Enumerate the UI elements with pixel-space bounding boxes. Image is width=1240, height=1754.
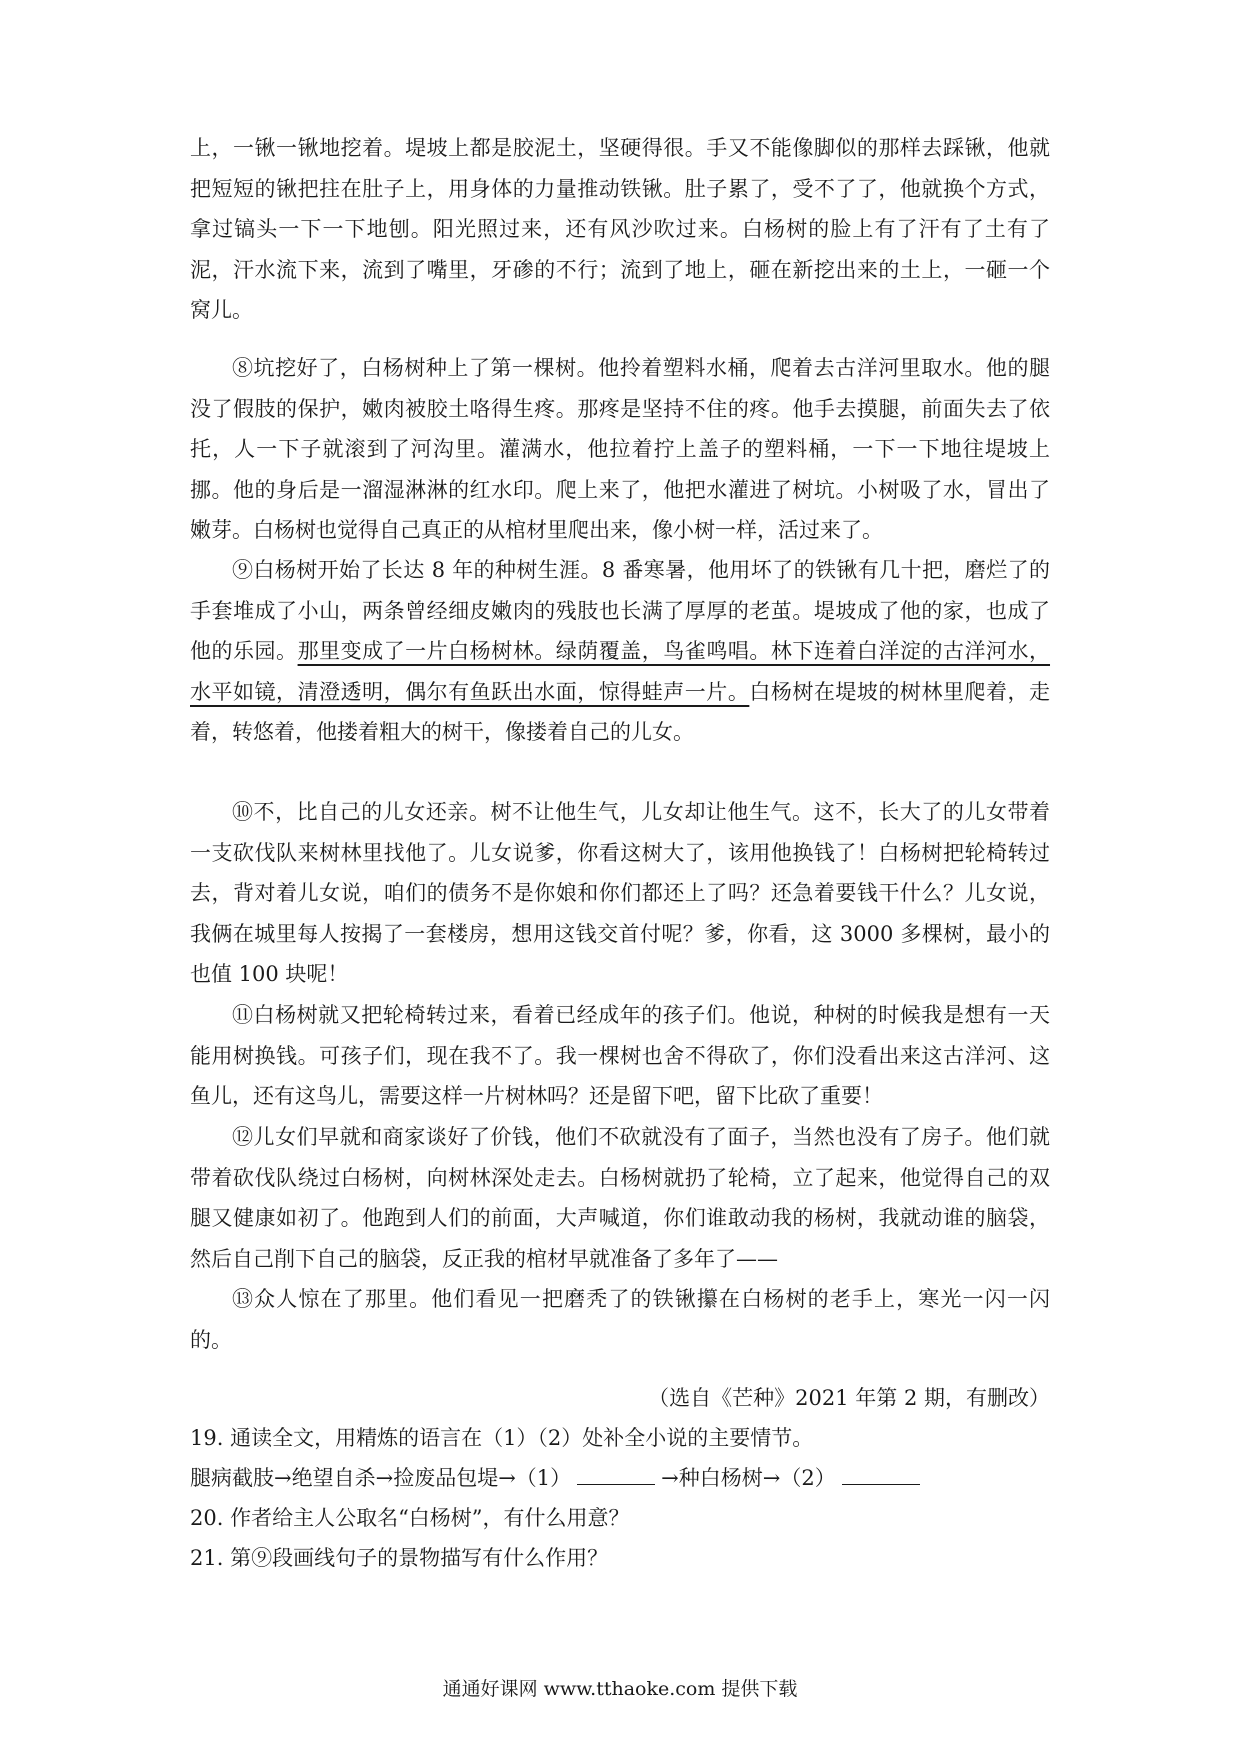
question-20: 20. 作者给主人公取名“白杨树”，有什么用意？ <box>190 1506 630 1530</box>
paragraph-12: ⑫儿女们早就和商家谈好了价钱，他们不砍就没有了面子，当然也没有了房子。他们就带着砍伐队绕过白杨树，向树林深处走去。白杨树就扔了轮椅，立了起来，他觉得自己的双腿又健康如初了。他跑到人们的前面，大声喊道，你们谁敢动我的杨树，我就动谁的脑袋，然后自己削下自己的脑袋，反正我的棺材早就准备了多年了—— <box>190 1125 1050 1271</box>
page-footer: 通通好课网 www.tthaoke.com 提供下载 <box>442 1678 798 1700</box>
source-citation: （选自《芒种》2021 年第 2 期，有删改） <box>648 1386 1050 1410</box>
paragraph-9-underlined-sentence: 那里变成了一片白杨树林。绿荫覆盖，鸟雀鸣唱。林下连着白洋淀的古洋河水，水平如镜，清澄透明，偶尔有鱼跃出水面，惊得蛙声一片。 <box>190 639 1051 704</box>
question-19: 19. 通读全文，用精炼的语言在（1）（2）处补全小说的主要情节。 <box>190 1426 814 1450</box>
plot-flow-part-1: 腿病截肢→绝望自杀→捡废品包堤→（1） <box>190 1466 572 1490</box>
question-21: 21. 第⑨段画线句子的景物描写有什么作用？ <box>190 1546 609 1570</box>
paragraph-10: ⑩不，比自己的儿女还亲。树不让他生气，儿女却让他生气。这不，长大了的儿女带着一支砍伐队来树林里找他了。儿女说爹，你看这树大了，该用他换钱了！白杨树把轮椅转过去，背对着儿女说，咱们的债务不是你娘和你们都还上了吗？还急着要钱干什么？儿女说，我俩在城里每人按揭了一套楼房，想用这钱交首付呢？爹，你看，这 3000 多棵树，最小的也值 100 块呢！ <box>190 800 1050 986</box>
paragraph-9-text-b: 白杨树在堤坡的树林里爬着，走着，转悠着，他搂着粗大的树干，像搂着自己的儿女。 <box>190 679 1051 744</box>
answer-blank-2[interactable] <box>842 1464 920 1485</box>
question-19-plot-flow <box>190 1458 1050 1498</box>
paragraph-13: ⑬众人惊在了那里。他们看见一把磨秃了的铁锹攥在白杨树的老手上，寒光一闪一闪的。 <box>190 1287 1050 1352</box>
paragraph-7-continued: 上，一锹一锹地挖着。堤坡上都是胶泥土，坚硬得很。手又不能像脚似的那样去踩锹，他就把短短的锹把拄在肚子上，用身体的力量推动铁锹。肚子累了，受不了了，他就换个方式，拿过镐头一下一下地刨。阳光照过来，还有风沙吹过来。白杨树的脸上有了汗有了土有了泥，汗水流下来，流到了嘴里，牙碜的不行；流到了地上，砸在新挖出来的土上，一砸一个窝儿。 <box>190 136 1050 322</box>
paragraph-8: ⑧坑挖好了，白杨树种上了第一棵树。他拎着塑料水桶，爬着去古洋河里取水。他的腿没了假肢的保护，嫩肉被胶土咯得生疼。那疼是坚持不住的疼。他手去摸腿，前面失去了依托，人一下子就滚到了河沟里。灌满水，他拉着拧上盖子的塑料桶，一下一下地往堤坡上挪。他的身后是一溜湿淋淋的红水印。爬上来了，他把水灌进了树坑。小树吸了水，冒出了嫩芽。白杨树也觉得自己真正的从棺材里爬出来，像小树一样，活过来了。 <box>190 356 1050 542</box>
paragraph-9 <box>190 550 1050 753</box>
plot-flow-part-2: →种白杨树→（2） <box>661 1466 836 1490</box>
paragraph-11: ⑪白杨树就又把轮椅转过来，看着已经成年的孩子们。他说，种树的时候我是想有一天能用树换钱。可孩子们，现在我不了。我一棵树也舍不得砍了，你们没看出来这古洋河、这鱼儿，还有这鸟儿，需要这样一片树林吗？还是留下吧，留下比砍了重要！ <box>190 1003 1050 1108</box>
paragraph-9-text-a: ⑨白杨树开始了长达 8 年的种树生涯。8 番寒暑，他用坏了的铁锹有几十把，磨烂了的手套堆成了小山，两条曾经细皮嫩肉的残肢也长满了厚厚的老茧。堤坡成了他的家，也成了他的乐园。 <box>190 558 1050 663</box>
answer-blank-1[interactable] <box>577 1464 655 1485</box>
